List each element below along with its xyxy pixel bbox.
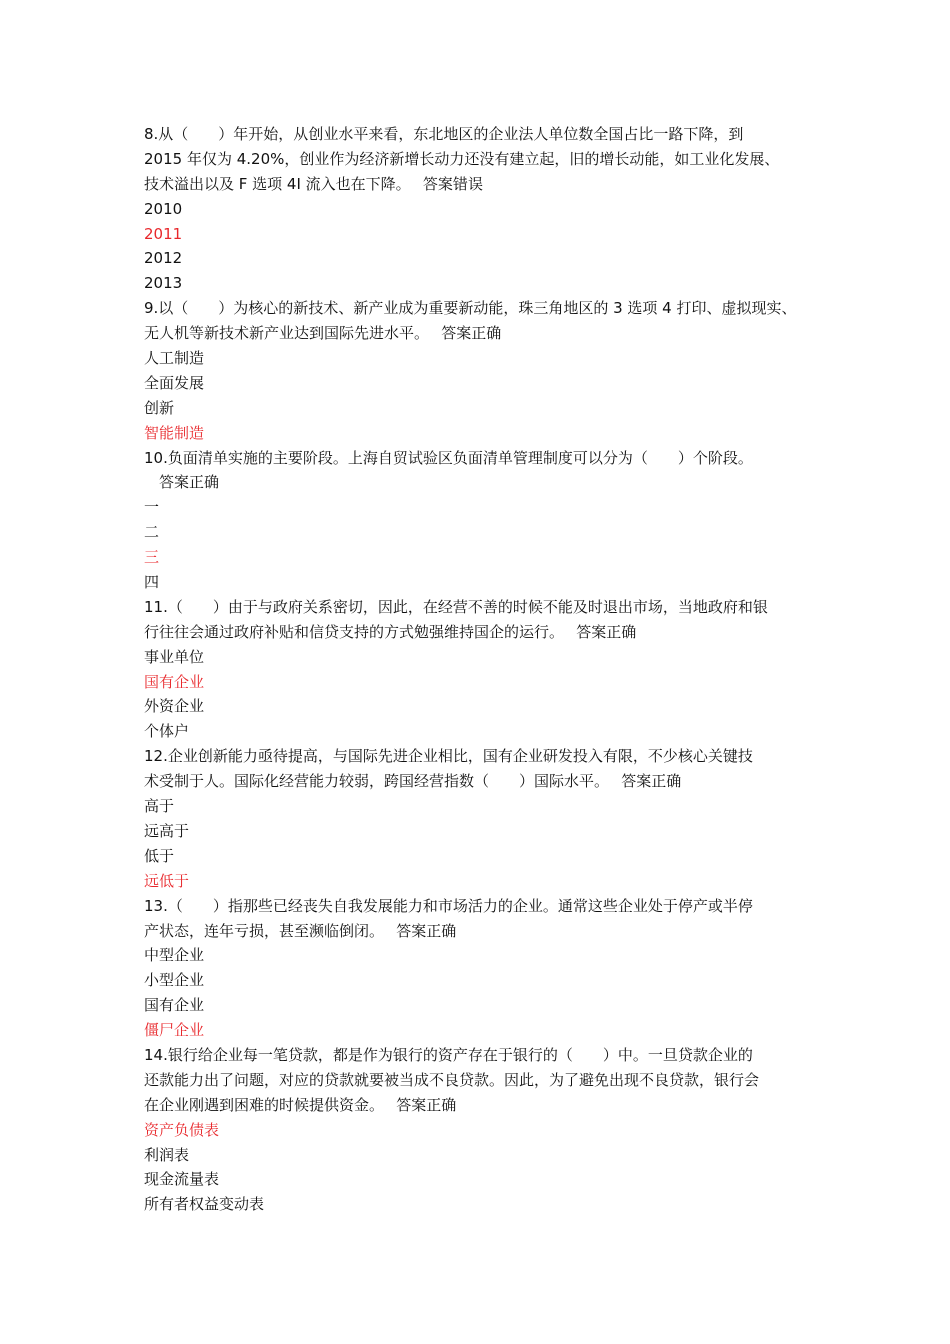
correct-option: 资产负债表 — [144, 1120, 220, 1139]
answer-option: 高于 — [144, 797, 175, 816]
answer-option: 国有企业 — [144, 996, 205, 1015]
answer-option: 低于 — [144, 846, 175, 865]
question-text-line: 在企业刚遇到困难的时候提供资金。 答案正确 — [144, 1095, 457, 1114]
question-text-line: 14.银行给企业每一笔贷款，都是作为银行的资产存在于银行的（ ）中。一旦贷款企业的 — [144, 1045, 753, 1064]
question-text-line: 9.以（ ）为核心的新技术、新产业成为重要新动能，珠三角地区的 3 选项 4 打印、虚拟现实、 — [144, 299, 797, 318]
question-block — [144, 744, 820, 893]
correct-option: 国有企业 — [144, 672, 205, 691]
question-text-line: 技术溢出以及 F 选项 4I 流入也在下降。 答案错误 — [144, 174, 483, 193]
answer-option: 中型企业 — [144, 946, 205, 965]
question-text-line: 12.企业创新能力亟待提高，与国际先进企业相比，国有企业研发投入有限，不少核心关键技 — [144, 747, 753, 766]
question-text-line: 8.从（ ）年开始，从创业水平来看，东北地区的企业法人单位数全国占比一路下降，到 — [144, 125, 744, 143]
answer-option: 利润表 — [144, 1145, 190, 1164]
question-block — [144, 595, 820, 744]
question-text-line: 2015 年仅为 4.20%，创业作为经济新增长动力还没有建立起，旧的增长动能，如工业化发展、 — [144, 149, 780, 168]
question-text-line: 产状态，连年亏损，甚至濒临倒闭。 答案正确 — [144, 921, 457, 940]
answer-option: 远高于 — [144, 821, 190, 840]
correct-option: 远低于 — [144, 871, 190, 890]
answer-option: 四 — [144, 573, 160, 592]
answer-option: 2013 — [144, 274, 183, 293]
question-block — [144, 894, 820, 1043]
answer-option: 人工制造 — [144, 349, 205, 368]
question-block — [144, 1043, 820, 1217]
correct-option: 僵尸企业 — [144, 1021, 205, 1040]
question-block — [144, 446, 820, 595]
correct-option: 智能制造 — [144, 423, 205, 442]
question-text-line: 行往往会通过政府补贴和信贷支持的方式勉强维持国企的运行。 答案正确 — [144, 622, 637, 641]
document-page — [144, 122, 820, 1217]
answer-option: 二 — [144, 523, 160, 542]
question-text-line: 答案正确 — [144, 473, 220, 492]
question-text-line: 还款能力出了问题，对应的贷款就要被当成不良贷款。因此，为了避免出现不良贷款，银行会 — [144, 1070, 760, 1089]
answer-option: 现金流量表 — [144, 1170, 220, 1189]
answer-option: 创新 — [144, 398, 175, 417]
correct-option: 2011 — [144, 224, 183, 243]
answer-option: 外资企业 — [144, 697, 205, 716]
question-text-line: 术受制于人。国际化经营能力较弱，跨国经营指数（ ）国际水平。 答案正确 — [144, 772, 682, 791]
question-block — [144, 122, 820, 296]
answer-option: 个体户 — [144, 722, 190, 741]
question-text-line: 11.（ ）由于与政府关系密切，因此，在经营不善的时候不能及时退出市场，当地政府和银 — [144, 597, 768, 616]
question-text-line: 13.（ ）指那些已经丧失自我发展能力和市场活力的企业。通常这些企业处于停产或半停 — [144, 896, 753, 915]
answer-option: 小型企业 — [144, 971, 205, 990]
question-text-line: 10.负面清单实施的主要阶段。上海自贸试验区负面清单管理制度可以分为（ ）个阶段。 — [144, 448, 753, 467]
answer-option: 所有者权益变动表 — [144, 1195, 265, 1214]
question-text-line: 无人机等新技术新产业达到国际先进水平。 答案正确 — [144, 324, 502, 343]
question-block — [144, 296, 820, 445]
answer-option: 2012 — [144, 249, 183, 268]
answer-option: 事业单位 — [144, 647, 205, 666]
correct-option: 三 — [144, 548, 160, 567]
answer-option: 一 — [144, 498, 160, 517]
answer-option: 全面发展 — [144, 373, 205, 392]
answer-option: 2010 — [144, 199, 183, 218]
